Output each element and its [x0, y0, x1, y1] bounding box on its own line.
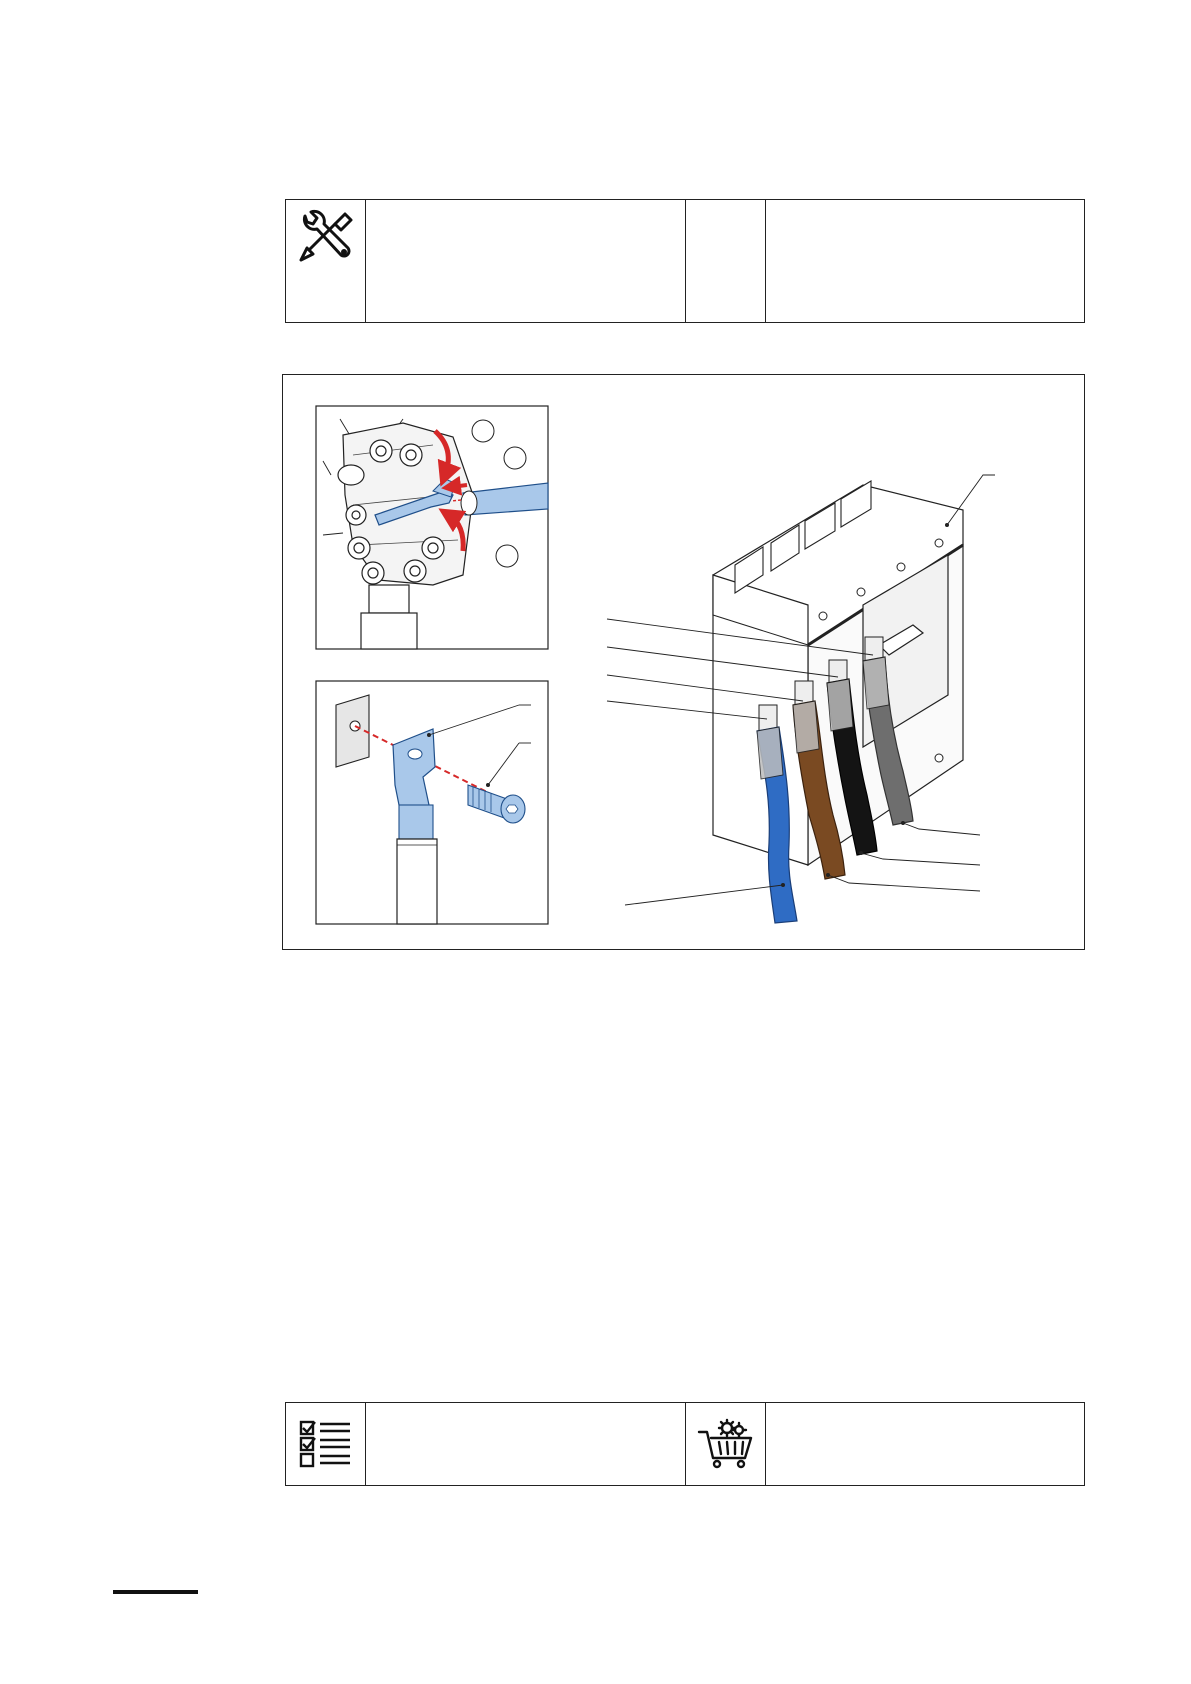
- tools-table-spacer-cell: [685, 200, 765, 322]
- bottom-table-cell-1: [365, 1403, 685, 1485]
- tools-table-cell-3: [765, 200, 1084, 322]
- bottom-table: [285, 1402, 1085, 1486]
- figure-canvas: [283, 375, 1086, 951]
- checklist-icon-cell: [286, 1403, 365, 1485]
- inset-terminal-detail: [316, 406, 548, 649]
- wrench-screwdriver-icon: [297, 208, 355, 270]
- tools-table-cell-1: [365, 200, 685, 322]
- shopping-cart-gears-icon: [697, 1418, 755, 1470]
- circuit-breaker-illustration: [607, 475, 995, 923]
- tools-icon-cell: [286, 200, 365, 322]
- bottom-table-cell-2: [765, 1403, 1084, 1485]
- spare-parts-icon-cell: [685, 1403, 765, 1485]
- tools-table: [285, 199, 1085, 323]
- inset-cable-lug-detail: [316, 681, 548, 924]
- figure-frame: [282, 374, 1085, 950]
- footer-rule: [113, 1590, 198, 1594]
- checklist-icon: [298, 1418, 354, 1470]
